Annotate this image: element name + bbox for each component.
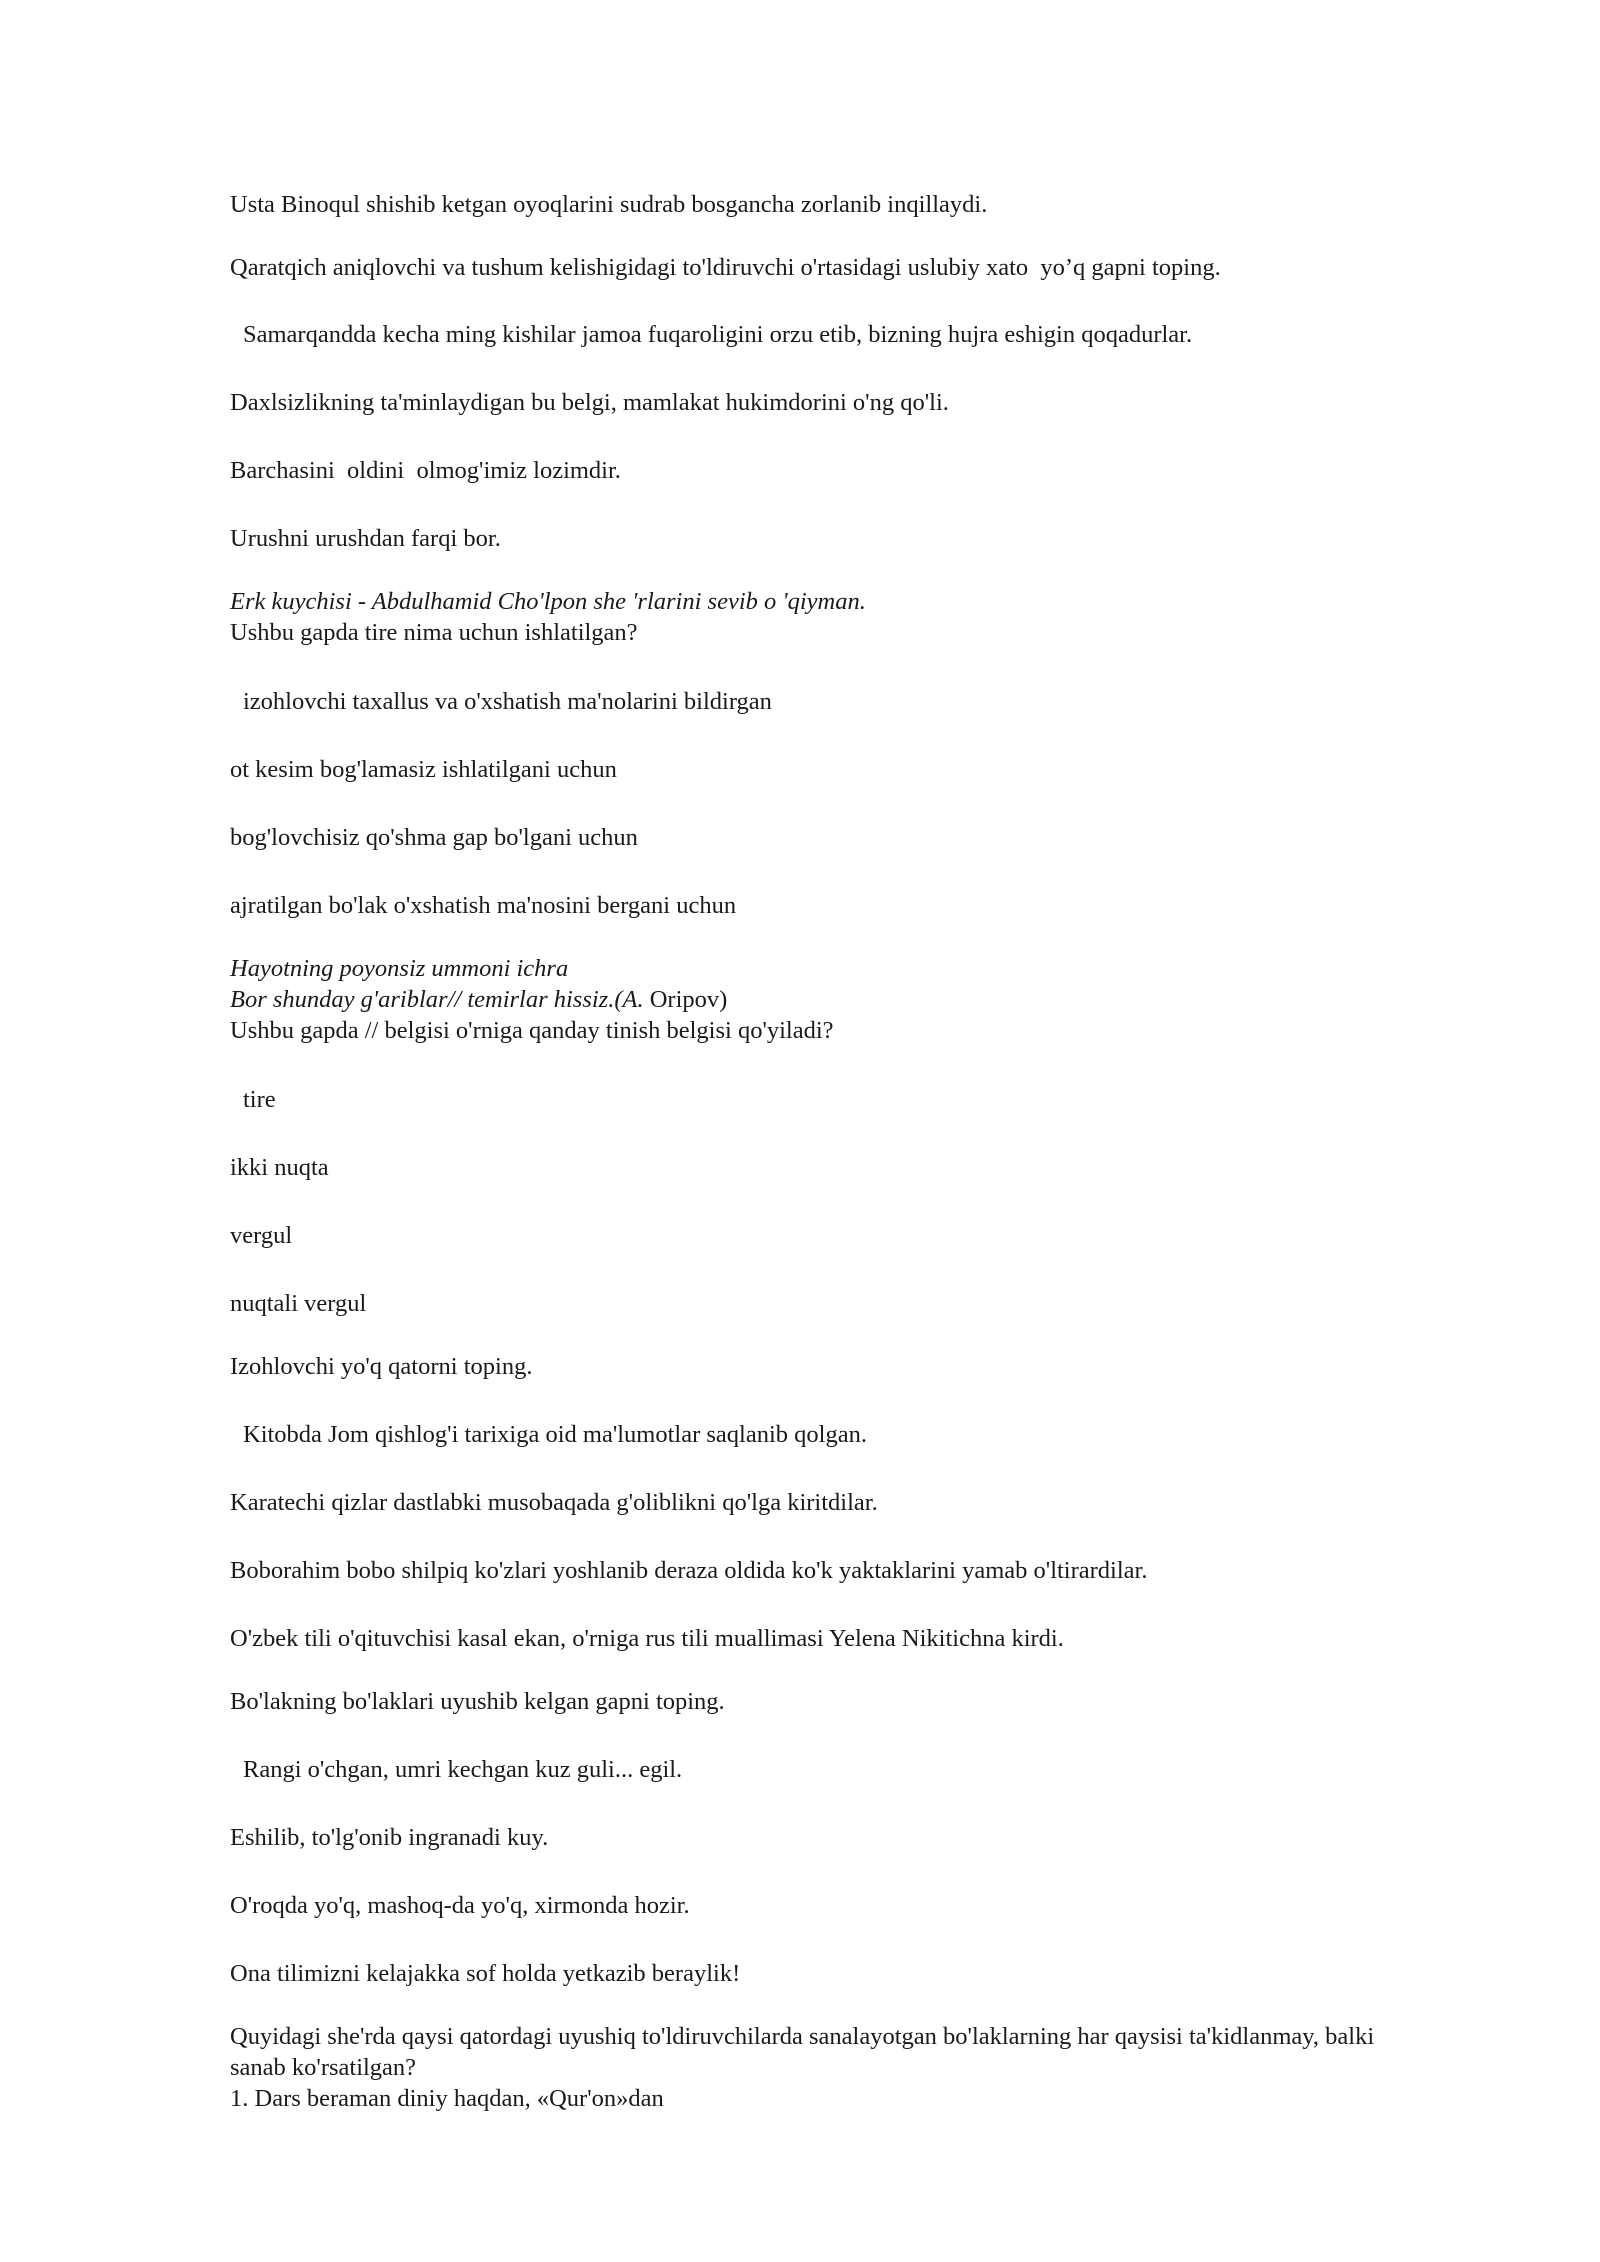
answer-option: Eshilib, to'lg'onib ingranadi kuy. xyxy=(230,1824,549,1851)
answer-option: ikki nuqta xyxy=(230,1154,329,1181)
answer-option: Barchasini oldini olmog'imiz lozimdir. xyxy=(230,457,621,484)
answer-option: tire xyxy=(243,1086,276,1113)
question-line: Quyidagi she'rda qaysi qatordagi uyushiq to'ldiruvchilarda sanalayotgan bo'laklarning har qaysisi ta'kidlanmay, balki xyxy=(230,2023,1375,2050)
answer-option: Rangi o'chgan, umri kechgan kuz guli... egil. xyxy=(243,1756,683,1783)
answer-option: O'zbek tili o'qituvchisi kasal ekan, o'rniga rus tili muallimasi Yelena Nikitichna kirdi. xyxy=(230,1625,1064,1652)
answer-option: Kitobda Jom qishlog'i tarixiga oid ma'lumotlar saqlanib qolgan. xyxy=(243,1421,867,1448)
question-line: Ushbu gapda tire nima uchun ishlatilgan? xyxy=(230,619,638,646)
answer-option: ot kesim bog'lamasiz ishlatilgani uchun xyxy=(230,756,617,783)
answer-option: ajratilgan bo'lak o'xshatish ma'nosini bergani uchun xyxy=(230,892,737,919)
answer-option: izohlovchi taxallus va o'xshatish ma'nolarini bildirgan xyxy=(243,688,772,715)
poem-line: 1. Dars beraman diniy haqdan, «Qur'on»dan xyxy=(230,2085,664,2112)
poem-author: Oripov) xyxy=(643,986,728,1013)
answer-option: Urushni urushdan farqi bor. xyxy=(230,525,501,552)
poem-line-italic: Bor shunday g'ariblar// temirlar hissiz.(A. xyxy=(230,986,644,1013)
text-line: Usta Binoqul shishib ketgan oyoqlarini sudrab bosgancha zorlanib inqillaydi. xyxy=(230,191,988,218)
answer-option: Daxlsizlikning ta'minlaydigan bu belgi, mamlakat hukimdorini o'ng qo'li. xyxy=(230,389,949,416)
question-line: Izohlovchi yo'q qatorni toping. xyxy=(230,1353,533,1380)
poem-line xyxy=(230,984,1530,1015)
answer-option: vergul xyxy=(230,1222,293,1249)
answer-option: Ona tilimizni kelajakka sof holda yetkazib beraylik! xyxy=(230,1960,741,1987)
answer-option: bog'lovchisiz qo'shma gap bo'lgani uchun xyxy=(230,824,638,851)
question-line: Ushbu gapda // belgisi o'rniga qanday tinish belgisi qo'yiladi? xyxy=(230,1017,834,1044)
question-line: Bo'lakning bo'laklari uyushib kelgan gapni toping. xyxy=(230,1688,725,1715)
question-line: Qaratqich aniqlovchi va tushum kelishigidagi to'ldiruvchi o'rtasidagi uslubiy xato yo’q gapni toping. xyxy=(230,254,1221,281)
answer-option: Boborahim bobo shilpiq ko'zlari yoshlanib deraza oldida ko'k yaktaklarini yamab o'ltirardilar. xyxy=(230,1557,1148,1584)
answer-option: O'roqda yo'q, mashoq-da yo'q, xirmonda hozir. xyxy=(230,1892,690,1919)
answer-option: Samarqandda kecha ming kishilar jamoa fuqaroligini orzu etib, bizning hujra eshigin qoqadurlar. xyxy=(243,321,1193,348)
answer-option: Karatechi qizlar dastlabki musobaqada g'oliblikni qo'lga kiritdilar. xyxy=(230,1489,878,1516)
question-line: sanab ko'rsatilgan? xyxy=(230,2054,417,2081)
answer-option: nuqtali vergul xyxy=(230,1290,367,1317)
poem-line: Hayotning poyonsiz ummoni ichra xyxy=(230,955,569,982)
example-sentence: Erk kuychisi - Abdulhamid Cho'lpon she 'rlarini sevib o 'qiyman. xyxy=(230,588,866,615)
